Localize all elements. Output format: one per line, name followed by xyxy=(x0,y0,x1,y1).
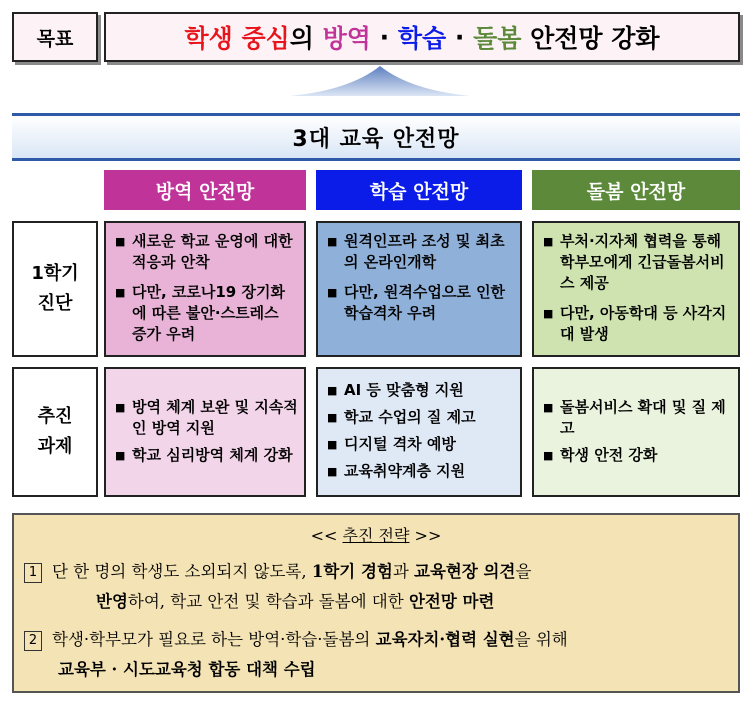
list-item: ■ 다만, 아동학대 등 사각지대 발생 xyxy=(543,304,727,343)
cell-tasks-learning xyxy=(316,367,522,497)
category-header-care: 돌봄 안전망 xyxy=(532,170,740,210)
bullet-icon: ■ xyxy=(115,235,126,248)
bullet-icon: ■ xyxy=(115,400,126,414)
bullet-icon: ■ xyxy=(327,465,338,478)
row-label-line: 추진 xyxy=(37,406,73,427)
bullet-icon: ■ xyxy=(327,235,338,248)
bullet-icon: ■ xyxy=(543,307,554,320)
bullet-icon: ■ xyxy=(327,411,338,424)
goal-statement xyxy=(104,12,740,62)
bullet-icon: ■ xyxy=(543,448,554,462)
strategy-item-1: 1 단 한 명의 학생도 소외되지 않도록, 1학기 경험과 교육현장 의견을 반영하여, 학교 안전 및 학습과 돌봄에 대한 안전망 마련 xyxy=(24,557,724,617)
row-label-tasks xyxy=(12,367,98,497)
bullet-icon: ■ xyxy=(115,448,126,462)
row-label-line: 과제 xyxy=(37,436,73,457)
goal-label: 목표 xyxy=(12,12,98,62)
bullet-icon: ■ xyxy=(327,384,338,397)
category-header-quarantine: 방역 안전망 xyxy=(104,170,306,210)
goal-part-quarantine: 방역 xyxy=(322,24,371,53)
strategy-item-2: 2 학생·학부모가 필요로 하는 방역·학습·돌봄의 교육자치·협력 실현을 위해 교육부 · 시도교육청 합동 대책 수립 xyxy=(24,625,724,685)
goal-part: · xyxy=(370,22,398,52)
goal-part-learning: 학습 xyxy=(397,24,447,53)
bullet-icon: ■ xyxy=(327,438,338,451)
bullet-icon: ■ xyxy=(327,286,338,299)
list-item: ■ 다만, 원격수업으로 인한 학습격차 우려 xyxy=(327,283,506,322)
row-label-line: 1학기 xyxy=(31,263,79,284)
framework-title: 3대 교육 안전망 xyxy=(12,113,740,161)
cell-diagnosis-quarantine xyxy=(104,221,306,357)
list-item: ■ 학교 수업의 질 제고 xyxy=(327,408,476,426)
goal-part: 의 xyxy=(289,24,323,53)
up-arrow-icon xyxy=(290,66,470,96)
list-item: ■ 디지털 격차 예방 xyxy=(327,435,456,453)
list-item: ■ 돌봄서비스 확대 및 질 제고 xyxy=(543,397,726,437)
goal-part-care: 돌봄 xyxy=(473,24,522,53)
cell-diagnosis-care xyxy=(532,221,740,357)
bullet-icon: ■ xyxy=(115,286,126,299)
cell-tasks-care xyxy=(532,367,740,497)
list-item: ■ 학생 안전 강화 xyxy=(543,445,658,464)
list-item: ■ 부처·지자체 협력을 통해 학부모에게 긴급돌봄서비스 제공 xyxy=(543,232,725,292)
goal-part: 안전망 강화 xyxy=(521,24,660,53)
list-item: ■ AI 등 맞춤형 지원 xyxy=(327,381,464,399)
category-header-learning: 학습 안전망 xyxy=(316,170,522,210)
number-box-icon: 1 xyxy=(24,563,42,583)
bullet-icon: ■ xyxy=(543,400,554,414)
strategy-title: << 추진 전략 >> xyxy=(310,526,442,545)
bullet-icon: ■ xyxy=(543,235,554,248)
strategy-box xyxy=(12,513,740,693)
row-label-line: 진단 xyxy=(37,293,73,314)
list-item: ■ 교육취약계층 지원 xyxy=(327,462,466,480)
list-item: ■ 새로운 학교 운영에 대한 적응과 안착 xyxy=(115,232,293,271)
list-item: ■ 원격인프라 조성 및 최초의 온라인개학 xyxy=(327,232,505,271)
list-item: ■ 다만, 코로나19 장기화에 따른 불안·스트레스 증가 우려 xyxy=(115,283,285,343)
list-item: ■ 방역 체계 보완 및 지속적인 방역 지원 xyxy=(115,397,298,437)
number-box-icon: 2 xyxy=(24,631,42,651)
goal-part: · xyxy=(446,22,474,52)
goal-part: 학생 중심 xyxy=(184,24,290,53)
cell-tasks-quarantine xyxy=(104,367,306,497)
cell-diagnosis-learning xyxy=(316,221,522,357)
list-item: ■ 학교 심리방역 체계 강화 xyxy=(115,445,293,464)
row-label-diagnosis xyxy=(12,221,98,357)
